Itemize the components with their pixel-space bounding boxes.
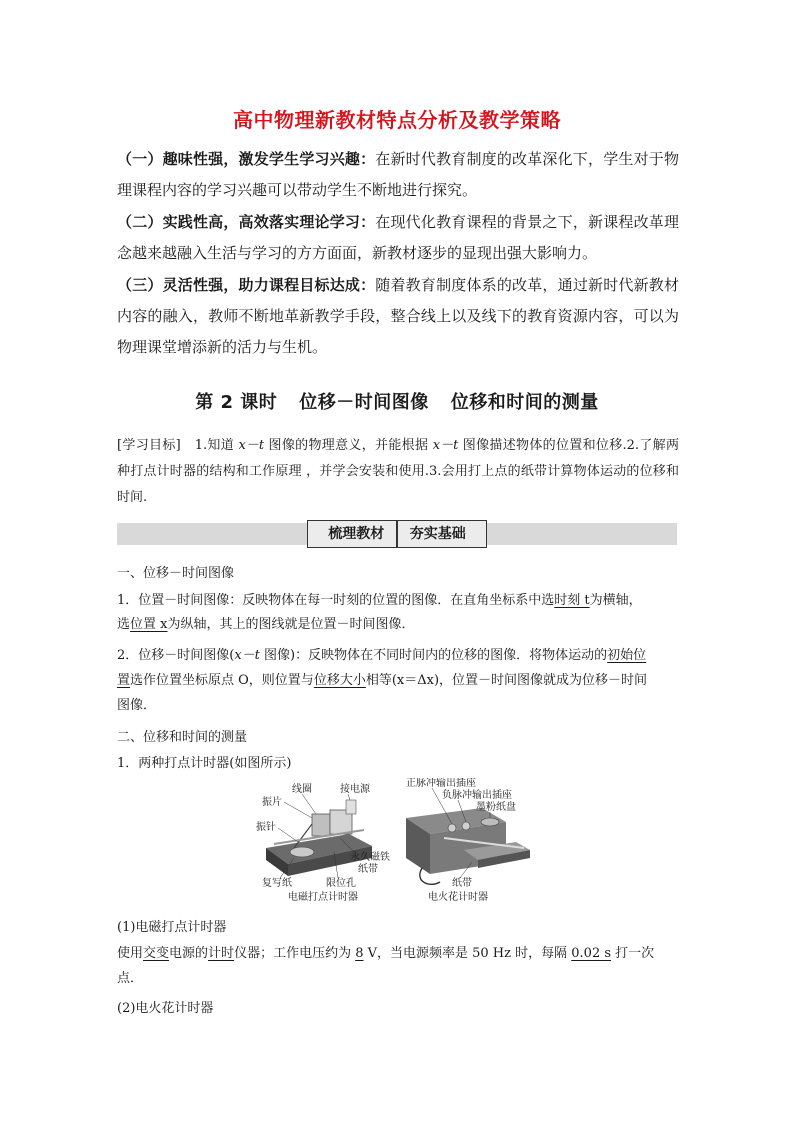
section1-item2-line2 bbox=[117, 669, 679, 693]
lesson-title bbox=[0, 388, 794, 414]
underlined-answer: 位移大小 bbox=[313, 673, 366, 688]
spark-timer-drawing bbox=[406, 808, 530, 884]
label-negative-socket: 负脉冲输出插座 bbox=[442, 790, 512, 801]
feature-paragraph-3 bbox=[117, 270, 679, 363]
text: 选作位置坐标原点 O，则位置与 bbox=[130, 673, 314, 688]
feature-paragraph-2 bbox=[117, 207, 679, 269]
label-needle: 振针 bbox=[256, 822, 276, 833]
section1-item1 bbox=[117, 589, 679, 613]
text: 2．位移－时间图像( bbox=[117, 648, 235, 663]
text: 相等(x＝Δx)，位置－时间图像就成为位移－时间 bbox=[365, 673, 648, 688]
label-toner-disc: 墨粉纸盘 bbox=[476, 802, 516, 813]
label-tape-right: 纸带 bbox=[452, 878, 472, 889]
objectives-tag: [学习目标] bbox=[117, 438, 181, 453]
feature-heading-1: （一）趣味性强，激发学生学习兴趣： bbox=[117, 150, 376, 168]
underlined-answer: 时刻 t bbox=[554, 593, 590, 608]
objective-text: 图像的物理意义，并能根据 bbox=[264, 438, 433, 453]
banner-divider bbox=[396, 521, 398, 547]
label-coil: 线圈 bbox=[292, 784, 312, 795]
caption-electromagnetic: 电磁打点计时器 bbox=[288, 892, 358, 903]
objective-text: 图像描述物体的位置和位移. bbox=[458, 438, 627, 453]
section2-sub1-text-line2: 点． bbox=[117, 971, 144, 986]
section-banner bbox=[307, 520, 487, 548]
text: 图像)：反映物体在不同时间内的位移的图像．将物体运动的 bbox=[259, 648, 608, 663]
feature-text-1: 在新时代教育制度的改革深化下，学生对于物理课程内容的学习兴趣可以带动学生不断地进行探究。 bbox=[117, 150, 679, 199]
text: V，当电源频率是 50 Hz 时，每隔 bbox=[363, 946, 572, 961]
lesson-topic-2: 位移和时间的测量 bbox=[450, 392, 599, 413]
text: 为纵轴，其上的图线就是位置－时间图像． bbox=[167, 617, 415, 632]
electromagnetic-timer-drawing bbox=[266, 800, 372, 876]
section1-heading: 一、位移－时间图像 bbox=[117, 566, 235, 581]
main-title: 高中物理新教材特点分析及教学策略 bbox=[233, 108, 561, 132]
underlined-answer: 交变 bbox=[143, 946, 170, 961]
text: 使用 bbox=[117, 946, 144, 961]
section1-item2 bbox=[117, 644, 679, 668]
underlined-answer: 计时 bbox=[208, 946, 235, 961]
text: 电源的 bbox=[169, 946, 209, 961]
banner-right: 夯实基础 bbox=[409, 526, 466, 542]
section2-item1: 1．两种打点计时器(如图所示) bbox=[117, 756, 292, 771]
section2-sub2: (2)电火花计时器 bbox=[117, 1001, 214, 1016]
math-var: x－t bbox=[432, 438, 459, 453]
section1-item1-line2 bbox=[117, 613, 679, 637]
math-var: x－t bbox=[234, 648, 260, 663]
learning-objectives bbox=[117, 433, 679, 511]
feature-paragraph-1 bbox=[117, 144, 679, 206]
label-positive-socket: 正脉冲输出插座 bbox=[406, 778, 476, 789]
underlined-answer: 0.02 s bbox=[571, 946, 612, 961]
section2-heading: 二、位移和时间的测量 bbox=[117, 730, 248, 745]
banner-left: 梳理教材 bbox=[328, 526, 385, 542]
label-limit-hole: 限位孔 bbox=[326, 878, 356, 889]
feature-heading-2: （二）实践性高，高效落实理论学习： bbox=[117, 213, 376, 231]
section1-item2-line3: 图像． bbox=[117, 698, 157, 713]
feature-heading-3: （三）灵活性强，助力课程目标达成： bbox=[117, 276, 376, 294]
objective-text: 3.会用打上点的纸带计算物体运动的位移和时间. bbox=[117, 464, 680, 505]
caption-spark: 电火花计时器 bbox=[428, 892, 488, 903]
label-carbon-paper: 复写纸 bbox=[262, 878, 292, 889]
text: 打一次 bbox=[611, 946, 655, 961]
math-var: x－t bbox=[238, 438, 265, 453]
underlined-answer: 置 bbox=[117, 673, 131, 688]
label-tape-left: 纸带 bbox=[358, 864, 378, 875]
text: 1．位置－时间图像：反映物体在每一时刻的位置的图像．在直角坐标系中选 bbox=[117, 593, 555, 608]
text: 选 bbox=[117, 617, 131, 632]
timer-figure bbox=[254, 778, 554, 908]
lesson-number: 第 2 课时 bbox=[195, 392, 278, 413]
underlined-answer: 初始位 bbox=[607, 648, 647, 663]
label-magnet: 永久磁铁 bbox=[350, 852, 390, 863]
text: 为横轴， bbox=[589, 593, 642, 608]
feature-text-2: 在现代化教育课程的背景之下，新课程改革理念越来越融入生活与学习的方方面面，新教材逐步的显现出强大影响力。 bbox=[117, 213, 679, 262]
lesson-topic-1: 位移－时间图像 bbox=[299, 392, 429, 413]
underlined-answer: 位置 x bbox=[130, 617, 168, 632]
underlined-answer: 8 bbox=[355, 946, 364, 961]
section2-sub1-text bbox=[117, 942, 679, 966]
objective-text: 2.了解两种打点计时器的结构和工作原理 ，并学会安装和使用. bbox=[117, 438, 680, 479]
text: 仪器；工作电压约为 bbox=[234, 946, 356, 961]
section2-sub1: (1)电磁打点计时器 bbox=[117, 920, 227, 935]
feature-text-3: 随着教育制度体系的改革，通过新时代新教材内容的融入，教师不断地革新教学手段，整合线上以及线下的教育资源内容，可以为物理课堂增添新的活力与生机。 bbox=[117, 276, 679, 356]
label-vibrator: 振片 bbox=[262, 797, 282, 808]
label-power: 接电源 bbox=[340, 784, 370, 795]
objective-text: 1.知道 bbox=[194, 438, 239, 453]
